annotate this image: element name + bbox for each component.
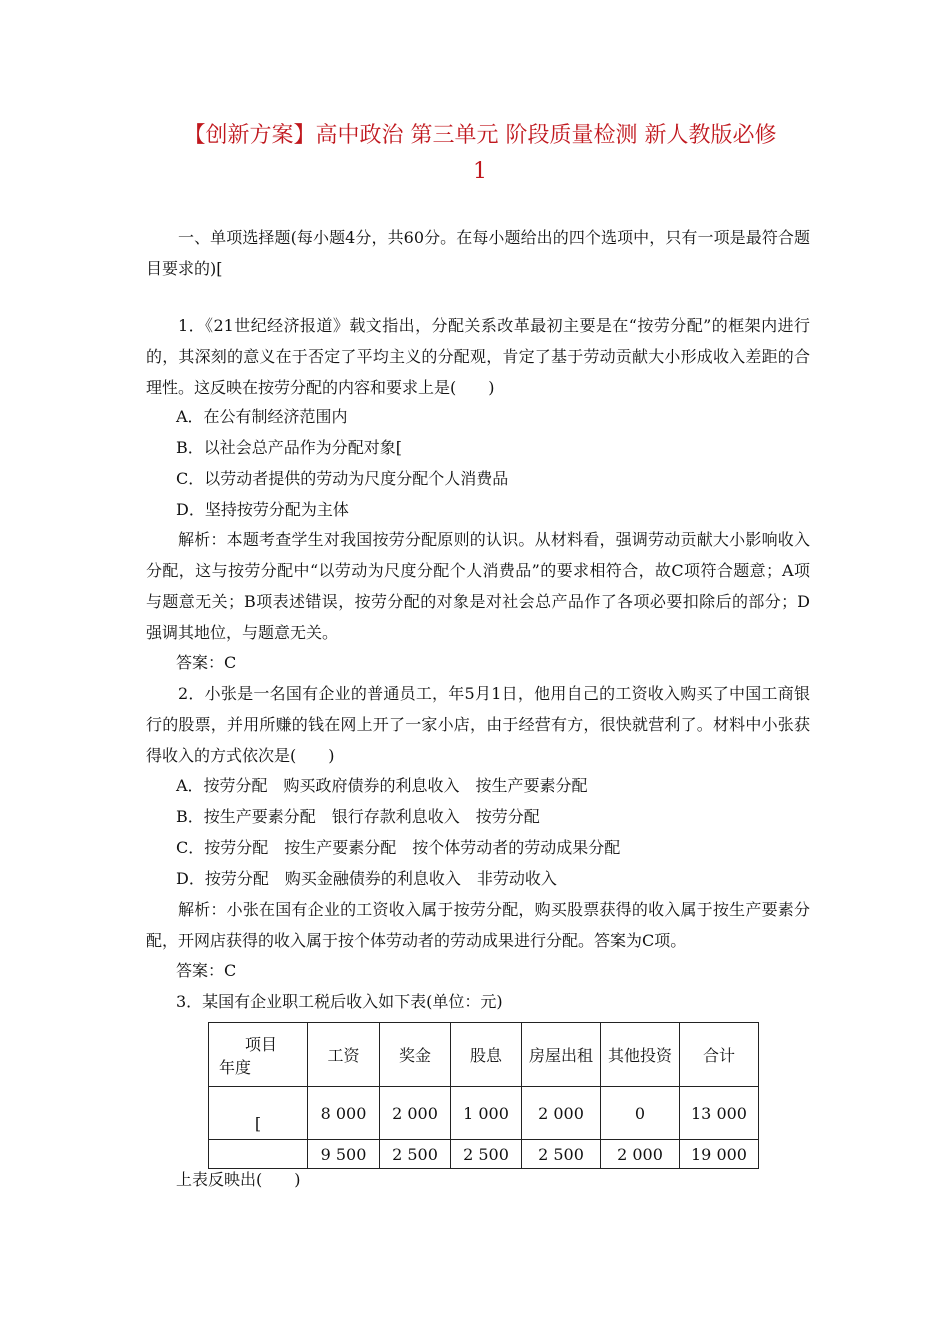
q2-option-a: A．按劳分配 购买政府债券的利息收入 按生产要素分配 — [176, 776, 588, 795]
table-header-cell: 合计 — [680, 1023, 759, 1087]
table-header-cell: 股息 — [451, 1023, 522, 1087]
q3-after-text: 上表反映出( ) — [176, 1170, 301, 1189]
table-cell: 2 500 — [451, 1140, 522, 1169]
section-heading: 一、单项选择题(每小题4分，共60分。在每小题给出的四个选项中，只有一项是最符合题目要求的)[ — [146, 228, 810, 278]
q2-stem: 2．小张是一名国有企业的普通员工，年5月1日，他用自己的工资收入购买了中国工商银行的股票，并用所赚的钱在网上开了一家小店，由于经营有方，很快就营利了。材料中小张获得收入的方式依次是( ) — [146, 684, 810, 765]
q2-option-b: B．按生产要素分配 银行存款利息收入 按劳分配 — [176, 807, 540, 826]
table-cell: 13 000 — [680, 1087, 759, 1140]
q1-option-b: B．以社会总产品作为分配对象[ — [176, 438, 403, 457]
table-header-cell: 奖金 — [380, 1023, 451, 1087]
table-cell: 2 500 — [522, 1140, 601, 1169]
q1-option-c: C．以劳动者提供的劳动为尺度分配个人消费品 — [176, 469, 509, 488]
q2-analysis: 解析：小张在国有企业的工资收入属于按劳分配，购买股票获得的收入属于按生产要素分配，开网店获得的收入属于按个体劳动者的劳动成果进行分配。答案为C项。 — [146, 900, 810, 950]
table-cell: 9 500 — [308, 1140, 380, 1169]
table-corner-year: 年度 — [219, 1057, 252, 1077]
table-cell: 8 000 — [308, 1087, 380, 1140]
q1-option-d: D．坚持按劳分配为主体 — [176, 500, 349, 519]
table-header-cell: 房屋出租 — [522, 1023, 601, 1087]
table-header-row — [209, 1023, 759, 1087]
q1-answer: 答案：C — [176, 653, 237, 672]
table-cell: 1 000 — [451, 1087, 522, 1140]
q2-option-d: D．按劳分配 购买金融债券的利息收入 非劳动收入 — [176, 869, 557, 888]
document-title-line2: 1 — [473, 159, 487, 184]
table-cell: 19 000 — [680, 1140, 759, 1169]
q1-option-a: A．在公有制经济范围内 — [176, 407, 348, 426]
table-year-cell: [ — [209, 1087, 308, 1140]
q1-analysis: 解析：本题考查学生对我国按劳分配原则的认识。从材料看，强调劳动贡献大小影响收入分配，这与按劳分配中“以劳动为尺度分配个人消费品”的要求相符合，故C项符合题意；A项与题意无关；B项表述错误，按劳分配的对象是对社会总产品作了各项必要扣除后的部分；D强调其地位，与题意无关。 — [146, 530, 810, 642]
q3-stem: 3．某国有企业职工税后收入如下表(单位：元) — [176, 992, 503, 1011]
q2-answer: 答案：C — [176, 961, 237, 980]
table-row — [209, 1087, 759, 1140]
table-header-cell: 其他投资 — [601, 1023, 680, 1087]
document-title-line1: 【创新方案】高中政治 第三单元 阶段质量检测 新人教版必修 — [183, 123, 777, 148]
table-cell: 2 000 — [522, 1087, 601, 1140]
table-cell: 0 — [601, 1087, 680, 1140]
table-cell: 2 000 — [380, 1087, 451, 1140]
table-cell: 2 000 — [601, 1140, 680, 1169]
q2-option-c: C．按劳分配 按生产要素分配 按个体劳动者的劳动成果分配 — [176, 838, 621, 857]
table-header-cell: 工资 — [308, 1023, 380, 1087]
q1-stem: 1．《21世纪经济报道》载文指出，分配关系改革最初主要是在“按劳分配”的框架内进行的，其深刻的意义在于否定了平均主义的分配观，肯定了基于劳动贡献大小形成收入差距的合理性。这反映在按劳分配的内容和要求上是( ) — [146, 316, 810, 397]
income-table — [208, 1022, 759, 1169]
table-corner-cell — [209, 1023, 308, 1087]
table-cell: 2 500 — [380, 1140, 451, 1169]
table-corner-item: 项目 — [244, 1034, 277, 1054]
